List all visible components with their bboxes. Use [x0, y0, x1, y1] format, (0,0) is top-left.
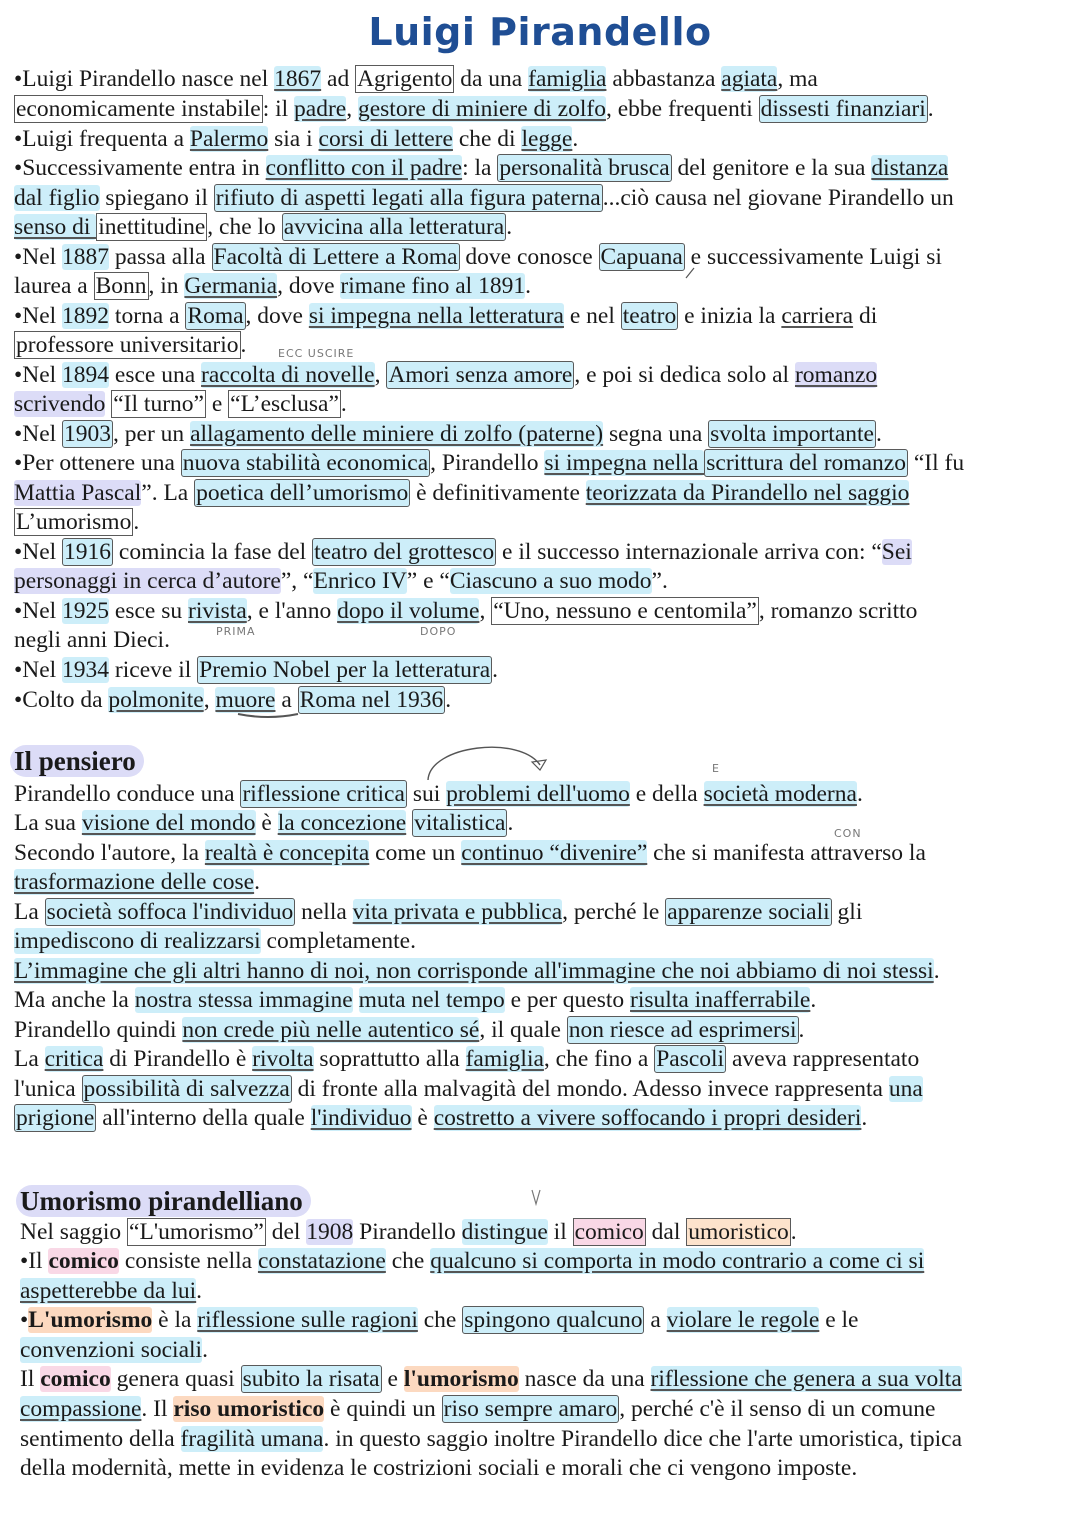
highlight-muore: muore: [215, 687, 276, 713]
text-e-quindi-un: è quindi un: [324, 1396, 442, 1422]
highlight-constatazione: constatazione: [257, 1248, 386, 1274]
text-text: .: [861, 1105, 868, 1131]
text-nel: •Nel: [14, 598, 63, 624]
highlight-non-crede-piu-nelle-autentico-se: non crede più nelle autentico sé: [182, 1017, 480, 1043]
highlight-uno-nessuno-e-centomila: “Uno, nessuno e centomila”: [493, 598, 757, 624]
bio-line-4: [14, 154, 948, 183]
highlight-teorizzata-da-pirandello-nel-saggio: teorizzata da Pirandello nel saggio: [585, 480, 910, 506]
text-text: ”, “: [280, 568, 314, 594]
text-a: a: [644, 1307, 667, 1333]
text-nel-saggio: Nel saggio: [20, 1219, 128, 1245]
text-per-ottenere-una: •Per ottenere una: [14, 450, 181, 476]
text-segna-una: segna una: [603, 421, 709, 447]
bio-line-6: [14, 213, 512, 242]
highlight-bonn: Bonn: [95, 273, 147, 299]
highlight-si-impegna-nella: si impegna nella: [544, 450, 705, 476]
text-text: .: [875, 421, 882, 447]
text-e: e: [205, 391, 229, 417]
text-text: .: [340, 391, 347, 417]
highlight-societa-moderna: società moderna: [703, 781, 857, 807]
text-perche-c-e-il-senso-di-un-comune: , perché c'è il senso di un comune: [619, 1396, 936, 1422]
highlight-1892: 1892: [62, 303, 110, 329]
highlight-rivolta: rivolta: [252, 1046, 314, 1072]
highlight-l-umorismo: L’umorismo: [16, 509, 132, 535]
text-il: Il: [20, 1366, 41, 1392]
highlight-legge: legge: [521, 126, 573, 152]
pensiero-line-5: [14, 898, 862, 927]
text-romanzo-scritto: , romanzo scritto: [758, 598, 918, 624]
text-e-il-successo-internazionale-arriva-con: e il successo internazionale arriva con: “: [496, 539, 882, 565]
text-luigi-frequenta-a: •Luigi frequenta a: [14, 126, 190, 152]
highlight-scrittura-del-romanzo: scrittura del romanzo: [706, 450, 906, 476]
highlight-l-individuo: l'individuo: [310, 1105, 412, 1131]
text-torna-a: torna a: [109, 303, 186, 329]
highlight-risulta-inafferrabile: risulta inafferrabile: [630, 987, 811, 1013]
bio-line-14: [14, 449, 964, 478]
pensiero-line-10: [14, 1045, 919, 1074]
highlight-agiata: agiata: [721, 66, 778, 92]
highlight-l-umorismo: “L'umorismo”: [129, 1219, 264, 1245]
highlight-realta-e-concepita: realtà è concepita: [204, 840, 370, 866]
bio-line-5: [14, 184, 954, 213]
section-title-pensiero: Il pensiero: [10, 745, 144, 777]
highlight-enrico-iv: Enrico IV: [313, 568, 407, 594]
umorismo-line-9: [20, 1454, 857, 1483]
text-l-unica: l'unica: [14, 1076, 82, 1102]
highlight-violare-le-regole: violare le regole: [666, 1307, 820, 1333]
handwritten-note-prima: PRIMA: [216, 625, 256, 638]
text-in-questo-saggio-inoltre-pirandello-dice: . in questo saggio inoltre Pirandello dice che l'arte umoristica, tipica: [323, 1426, 963, 1452]
arrow-mark-vitalistica: [428, 747, 540, 780]
text-pirandello-conduce-una: Pirandello conduce una: [14, 781, 241, 807]
highlight-riflessione-critica: riflessione critica: [242, 781, 405, 807]
text-text: •: [20, 1307, 29, 1333]
text-e: e: [381, 1366, 404, 1392]
text-che-si-manifesta-attraverso-la: che si manifesta attraverso la: [647, 840, 926, 866]
highlight-rifiuto-di-aspetti-legati-alla-figura-pa: rifiuto di aspetti legati alla figura paterna: [215, 185, 601, 211]
highlight-comico: comico: [574, 1219, 644, 1245]
bio-line-9: [14, 302, 877, 331]
highlight-impediscono-di-realizzarsi: impediscono di realizzarsi: [14, 928, 261, 954]
text-successivamente-entra-in: •Successivamente entra in: [14, 155, 266, 181]
bio-line-8: [14, 272, 531, 301]
text-e-poi-si-dedica-solo-al: , e poi si dedica solo al: [574, 362, 795, 388]
highlight-mattia-pascal: Mattia Pascal: [14, 480, 142, 506]
pensiero-line-7: [14, 957, 940, 986]
bio-line-19: [14, 597, 917, 626]
text-text: .: [790, 1219, 797, 1245]
highlight-1925: 1925: [62, 598, 110, 624]
text-il: •Il: [20, 1248, 49, 1274]
text-per-un: , per un: [113, 421, 191, 447]
highlight-rivista: rivista: [188, 598, 247, 624]
text-e-le: e le: [819, 1307, 859, 1333]
text-la: : la: [462, 155, 498, 181]
highlight-pascoli: Pascoli: [656, 1046, 725, 1072]
highlight-spingono-qualcuno: spingono qualcuno: [464, 1307, 643, 1333]
text-nel: •Nel: [14, 303, 63, 329]
text-text: .: [202, 1337, 208, 1363]
highlight-trasformazione-delle-cose: trasformazione delle cose: [14, 869, 255, 895]
highlight-convenzioni-sociali: convenzioni sociali: [20, 1337, 203, 1363]
text-e-definitivamente: è definitivamente: [410, 480, 586, 506]
umorismo-line-4: [20, 1306, 858, 1335]
text-abbastanza: abbastanza: [606, 66, 722, 92]
umorismo-line-6: [20, 1365, 962, 1394]
highlight-agrigento: Agrigento: [357, 66, 453, 92]
text-text: .: [810, 987, 817, 1013]
highlight-1916: 1916: [64, 539, 112, 565]
text-esce-su: esce su: [109, 598, 189, 624]
text-che-lo: , che lo: [207, 214, 282, 240]
text-del: del: [265, 1219, 307, 1245]
text-text: ,: [479, 598, 492, 624]
text-che: che: [385, 1248, 431, 1274]
text-nel: •Nel: [14, 539, 63, 565]
text-nasce-da-una: nasce da una: [518, 1366, 651, 1392]
highlight-l-esclusa: “L’esclusa”: [230, 391, 339, 417]
pensiero-line-8: [14, 986, 816, 1015]
highlight-dopo-il-volume: dopo il volume: [337, 598, 480, 624]
highlight-1867: 1867: [274, 66, 322, 92]
highlight-continuo-divenire: continuo “divenire”: [461, 840, 648, 866]
text-luigi-pirandello-nasce-nel: •Luigi Pirandello nasce nel: [14, 66, 275, 92]
highlight-subito-la-risata: subito la risata: [242, 1366, 380, 1392]
bio-line-2: [14, 95, 934, 124]
text-e-per-questo: e per questo: [504, 987, 631, 1013]
bio-line-18: [14, 567, 668, 596]
text-il-quale: , il quale: [479, 1017, 567, 1043]
highlight-distanza: distanza: [871, 155, 949, 181]
check-mark-umorismo: [532, 1190, 540, 1204]
text-nel: •Nel: [14, 362, 63, 388]
highlight-personalita-brusca: personalità brusca: [499, 155, 670, 181]
umorismo-line-8: [20, 1425, 962, 1454]
text-text: ,: [203, 687, 216, 713]
highlight-riso-sempre-amaro: riso sempre amaro: [443, 1396, 618, 1422]
highlight-romanzo: romanzo: [794, 362, 878, 388]
highlight-1908: 1908: [306, 1219, 354, 1245]
page-title: Luigi Pirandello: [368, 10, 712, 54]
highlight-riflessione-sulle-ragioni: riflessione sulle ragioni: [197, 1307, 418, 1333]
highlight-1887: 1887: [62, 244, 110, 270]
text-negli-anni-dieci: negli anni Dieci.: [14, 627, 170, 653]
text-dove-conosce: dove conosce: [459, 244, 599, 270]
highlight-l-umorismo: L'umorismo: [28, 1307, 153, 1333]
highlight-padre: padre: [294, 96, 347, 122]
text-e-la: è la: [152, 1307, 198, 1333]
text-passa-alla: passa alla: [109, 244, 212, 270]
text-la: La: [14, 1046, 45, 1072]
pensiero-line-9: [14, 1016, 804, 1045]
text-comincia-la-fase-del: comincia la fase del: [113, 539, 313, 565]
text-laurea-a: laurea a: [14, 273, 94, 299]
text-ma: , ma: [777, 66, 818, 92]
highlight-germania: Germania: [184, 273, 278, 299]
highlight-riflessione-che-genera-a-sua-volta: riflessione che genera a sua volta: [650, 1366, 962, 1392]
highlight-famiglia: famiglia: [465, 1046, 544, 1072]
text-ma-anche-la: Ma anche la: [14, 987, 135, 1013]
highlight-inettitudine: inettitudine: [98, 214, 206, 240]
highlight-nuova-stabilita-economica: nuova stabilità economica: [182, 450, 429, 476]
text-la: La: [14, 899, 45, 925]
highlight-corsi-di-lettere: corsi di lettere: [318, 126, 453, 152]
highlight-palermo: Palermo: [189, 126, 269, 152]
highlight-dal-figlio: dal figlio: [14, 185, 100, 211]
bio-line-15: [14, 479, 909, 508]
highlight-roma-nel-1936: Roma nel 1936: [299, 687, 444, 713]
text-perche-le: , perché le: [562, 899, 666, 925]
bio-line-17: [14, 538, 912, 567]
highlight-visione-del-mondo: visione del mondo: [81, 810, 256, 836]
text-come-un: come un: [369, 840, 462, 866]
highlight-ciascuno-a-suo-modo: Ciascuno a suo modo: [449, 568, 652, 594]
bio-line-21: [14, 656, 498, 685]
highlight-gestore-di-miniere-di-zolfo: gestore di miniere di zolfo: [357, 96, 606, 122]
text-ad: ad: [321, 66, 356, 92]
text-nel: •Nel: [14, 244, 63, 270]
highlight-l-umorismo: l'umorismo: [403, 1366, 519, 1392]
umorismo-line-1: [20, 1218, 797, 1247]
text-in: , in: [148, 273, 185, 299]
text-la: ”. La: [141, 480, 195, 506]
bio-line-1: [14, 65, 818, 94]
highlight-1903: 1903: [64, 421, 112, 447]
text-text: ,: [374, 362, 387, 388]
highlight-critica: critica: [44, 1046, 104, 1072]
handwritten-note-ecc-uscire: ECC USCIRE: [278, 347, 355, 360]
section-title-umorismo: Umorismo pirandelliano: [16, 1185, 311, 1217]
highlight-1934: 1934: [62, 657, 110, 683]
text-text: .: [933, 958, 940, 984]
bio-line-11: [14, 361, 877, 390]
text-a: a: [275, 687, 298, 713]
text-di: di: [853, 303, 878, 329]
text-gli: gli: [831, 899, 863, 925]
highlight-teatro-del-grottesco: teatro del grottesco: [314, 539, 495, 565]
bio-line-22: [14, 686, 451, 715]
text-sia-i: sia i: [268, 126, 319, 152]
handwritten-note-con: CON: [834, 827, 862, 840]
highlight-compassione: compassione: [20, 1396, 142, 1422]
highlight-muta-nel-tempo: muta nel tempo: [358, 987, 505, 1013]
highlight-roma: Roma: [187, 303, 244, 329]
text-la-sua: La sua: [14, 810, 82, 836]
highlight-allagamento-delle-miniere-di-zolfo-pater: allagamento delle miniere di zolfo (paterne): [190, 421, 604, 447]
text-text: .: [525, 273, 531, 299]
text-e-della: e della: [629, 781, 704, 807]
text-esce-una: esce una: [109, 362, 202, 388]
text-pirandello-quindi: Pirandello quindi: [14, 1017, 183, 1043]
highlight-il-turno: “Il turno”: [113, 391, 204, 417]
text-e: è: [411, 1105, 434, 1131]
text-il: il: [547, 1219, 573, 1245]
text-all-interno-della-quale: all'interno della quale: [96, 1105, 311, 1131]
bio-line-13: [14, 420, 882, 449]
highlight-distingue: distingue: [461, 1219, 548, 1245]
text-del-genitore-e-la-sua: del genitore e la sua: [671, 155, 872, 181]
text-e-inizia-la: e inizia la: [678, 303, 782, 329]
text-e-l-anno: , e l'anno: [246, 598, 338, 624]
highlight-scrivendo: scrivendo: [14, 391, 106, 417]
highlight-premio-nobel-per-la-letteratura: Premio Nobel per la letteratura: [199, 657, 491, 683]
bio-line-10: [14, 331, 246, 360]
umorismo-line-7: [20, 1395, 935, 1424]
text-che-di: che di: [452, 126, 522, 152]
text-text: .: [798, 1017, 805, 1043]
highlight-professore-universitario: professore universitario: [16, 332, 239, 358]
text-text: .: [927, 96, 934, 122]
highlight-prigione: prigione: [16, 1105, 95, 1131]
text-text: .: [856, 781, 863, 807]
text-e-nel: e nel: [563, 303, 621, 329]
text-spiegano-il: spiegano il: [99, 185, 214, 211]
highlight-sei: Sei: [881, 539, 912, 565]
highlight-apparenze-sociali: apparenze sociali: [667, 899, 830, 925]
text-cio-causa-nel-giovane-pirandello-un: ...ciò causa nel giovane Pirandello un: [602, 185, 954, 211]
highlight-1894: 1894: [62, 362, 110, 388]
text-text: .: [133, 509, 140, 535]
highlight-problemi-dell-uomo: problemi dell'uomo: [446, 781, 630, 807]
pensiero-line-2: [14, 809, 513, 838]
text-e-successivamente-luigi-si: e successivamente Luigi si: [684, 244, 942, 270]
text-text: ”.: [651, 568, 668, 594]
text-text: .: [196, 1278, 203, 1304]
umorismo-line-3: [20, 1277, 202, 1306]
pensiero-line-12: [14, 1104, 867, 1133]
text-il: : il: [262, 96, 295, 122]
text-consiste-nella: consiste nella: [118, 1248, 258, 1274]
text-di-fronte-alla-malvagita-del-mondo-adess: di fronte alla malvagità del mondo. Adesso invece rappresenta: [291, 1076, 889, 1102]
bio-line-20: [14, 626, 170, 655]
text-dal: dal: [645, 1219, 687, 1245]
highlight-polmonite: polmonite: [108, 687, 204, 713]
text-che-fino-a: , che fino a: [543, 1046, 655, 1072]
pensiero-line-3: [14, 839, 926, 868]
pensiero-line-11: [14, 1075, 923, 1104]
highlight-l-immagine-che-gli-altri-hanno-di-noi-no: L’immagine che gli altri hanno di noi, non corrisponde all'immagine che noi abbiamo di noi stessi: [14, 958, 934, 984]
highlight-dissesti-finanziari: dissesti finanziari: [760, 96, 926, 122]
highlight-raccolta-di-novelle: raccolta di novelle: [201, 362, 375, 388]
text-e: è: [255, 810, 278, 836]
text-ebbe-frequenti: , ebbe frequenti: [605, 96, 759, 122]
highlight-avvicina-alla-letteratura: avvicina alla letteratura: [283, 214, 505, 240]
highlight-una: una: [888, 1076, 923, 1102]
text-nel: •Nel: [14, 657, 63, 683]
text-text: ,: [346, 96, 358, 122]
highlight-personaggi-in-cerca-d-autore: personaggi in cerca d’autore: [14, 568, 281, 594]
text-riceve-il: riceve il: [109, 657, 198, 683]
text-sui: sui: [406, 781, 447, 807]
highlight-possibilita-di-salvezza: possibilità di salvezza: [83, 1076, 290, 1102]
highlight-vitalistica: vitalistica: [414, 810, 506, 836]
text-soprattutto-alla: soprattutto alla: [313, 1046, 466, 1072]
text-text: [353, 987, 359, 1013]
text-text: .: [445, 687, 452, 713]
highlight-fragilita-umana: fragilità umana: [180, 1426, 324, 1452]
umorismo-line-5: [20, 1336, 208, 1365]
text-aveva-rappresentato: aveva rappresentato: [726, 1046, 920, 1072]
text-sentimento-della: sentimento della: [20, 1426, 181, 1452]
highlight-costretto-a-vivere-soffocando-i-propri-d: costretto a vivere soffocando i propri desideri: [433, 1105, 862, 1131]
highlight-riso-umoristico: riso umoristico: [173, 1396, 325, 1422]
bio-line-12: [14, 390, 347, 419]
highlight-famiglia: famiglia: [528, 66, 607, 92]
text-text: .: [492, 657, 499, 683]
text-pirandello: Pirandello: [353, 1219, 462, 1245]
text-text: .: [240, 332, 247, 358]
pensiero-line-4: [14, 868, 260, 897]
text-secondo-l-autore-la: Secondo l'autore, la: [14, 840, 205, 866]
text-pirandello: , Pirandello: [430, 450, 545, 476]
handwritten-note-e: E: [712, 762, 720, 775]
highlight-conflitto-con-il-padre: conflitto con il padre: [265, 155, 463, 181]
text-il: . Il: [141, 1396, 174, 1422]
highlight-carriera: carriera: [781, 303, 854, 329]
umorismo-line-2: [20, 1247, 924, 1276]
highlight-teatro: teatro: [622, 303, 677, 329]
highlight-comico: comico: [48, 1248, 119, 1274]
highlight-facolta-di-lettere-a-roma: Facoltà di Lettere a Roma: [213, 244, 458, 270]
highlight-nostra-stessa-immagine: nostra stessa immagine: [134, 987, 353, 1013]
text-nella: nella: [295, 899, 353, 925]
bio-line-16: [14, 508, 139, 537]
highlight-economicamente-instabile: economicamente instabile: [16, 96, 261, 122]
handwritten-note-dopo: DOPO: [420, 625, 457, 638]
bio-line-7: [14, 243, 942, 272]
pensiero-line-6: [14, 927, 416, 956]
highlight-non-riesce-ad-esprimersi: non riesce ad esprimersi: [568, 1017, 797, 1043]
text-dove: , dove: [277, 273, 341, 299]
text-il-fu: “Il fu: [907, 450, 965, 476]
text-text: .: [254, 869, 260, 895]
text-text: .: [506, 214, 513, 240]
highlight-umoristico: umoristico: [688, 1219, 789, 1245]
highlight-qualcuno-si-comporta-in-modo-contrario-a: qualcuno si comporta in modo contrario a come ci si: [430, 1248, 925, 1274]
text-text: .: [507, 810, 514, 836]
arrowhead-vitalistica: [532, 760, 546, 770]
highlight-societa-soffoca-l-individuo: società soffoca l'individuo: [46, 899, 294, 925]
text-da-una: da una: [454, 66, 529, 92]
highlight-amori-senza-amore: Amori senza amore: [388, 362, 573, 388]
highlight-la-concezione: la concezione: [277, 810, 407, 836]
highlight-vita-privata-e-pubblica: vita privata e pubblica: [352, 899, 563, 925]
highlight-capuana: Capuana: [600, 244, 683, 270]
text-completamente: completamente.: [260, 928, 416, 954]
pensiero-line-1: [14, 780, 863, 809]
text-della-modernita-mette-in-evidenza-le-cos: della modernità, mette in evidenza le costrizioni sociali e morali che ci vengono imposte.: [20, 1455, 858, 1481]
highlight-aspetterebbe-da-lui: aspetterebbe da lui: [20, 1278, 197, 1304]
highlight-senso-di: senso di: [14, 214, 97, 240]
bio-line-3: [14, 125, 578, 154]
highlight-poetica-dell-umorismo: poetica dell’umorismo: [196, 480, 409, 506]
highlight-rimane-fino-al-1891: rimane fino al 1891: [340, 273, 526, 299]
text-genera-quasi: genera quasi: [110, 1366, 241, 1392]
text-text: .: [572, 126, 579, 152]
text-e: ” e “: [406, 568, 450, 594]
text-dove: , dove: [245, 303, 309, 329]
text-colto-da: •Colto da: [14, 687, 109, 713]
highlight-comico: comico: [40, 1366, 111, 1392]
text-che: che: [417, 1307, 463, 1333]
text-nel: •Nel: [14, 421, 63, 447]
text-di-pirandello-e: di Pirandello è: [103, 1046, 253, 1072]
highlight-svolta-importante: svolta importante: [710, 421, 874, 447]
highlight-si-impegna-nella-letteratura: si impegna nella letteratura: [308, 303, 564, 329]
